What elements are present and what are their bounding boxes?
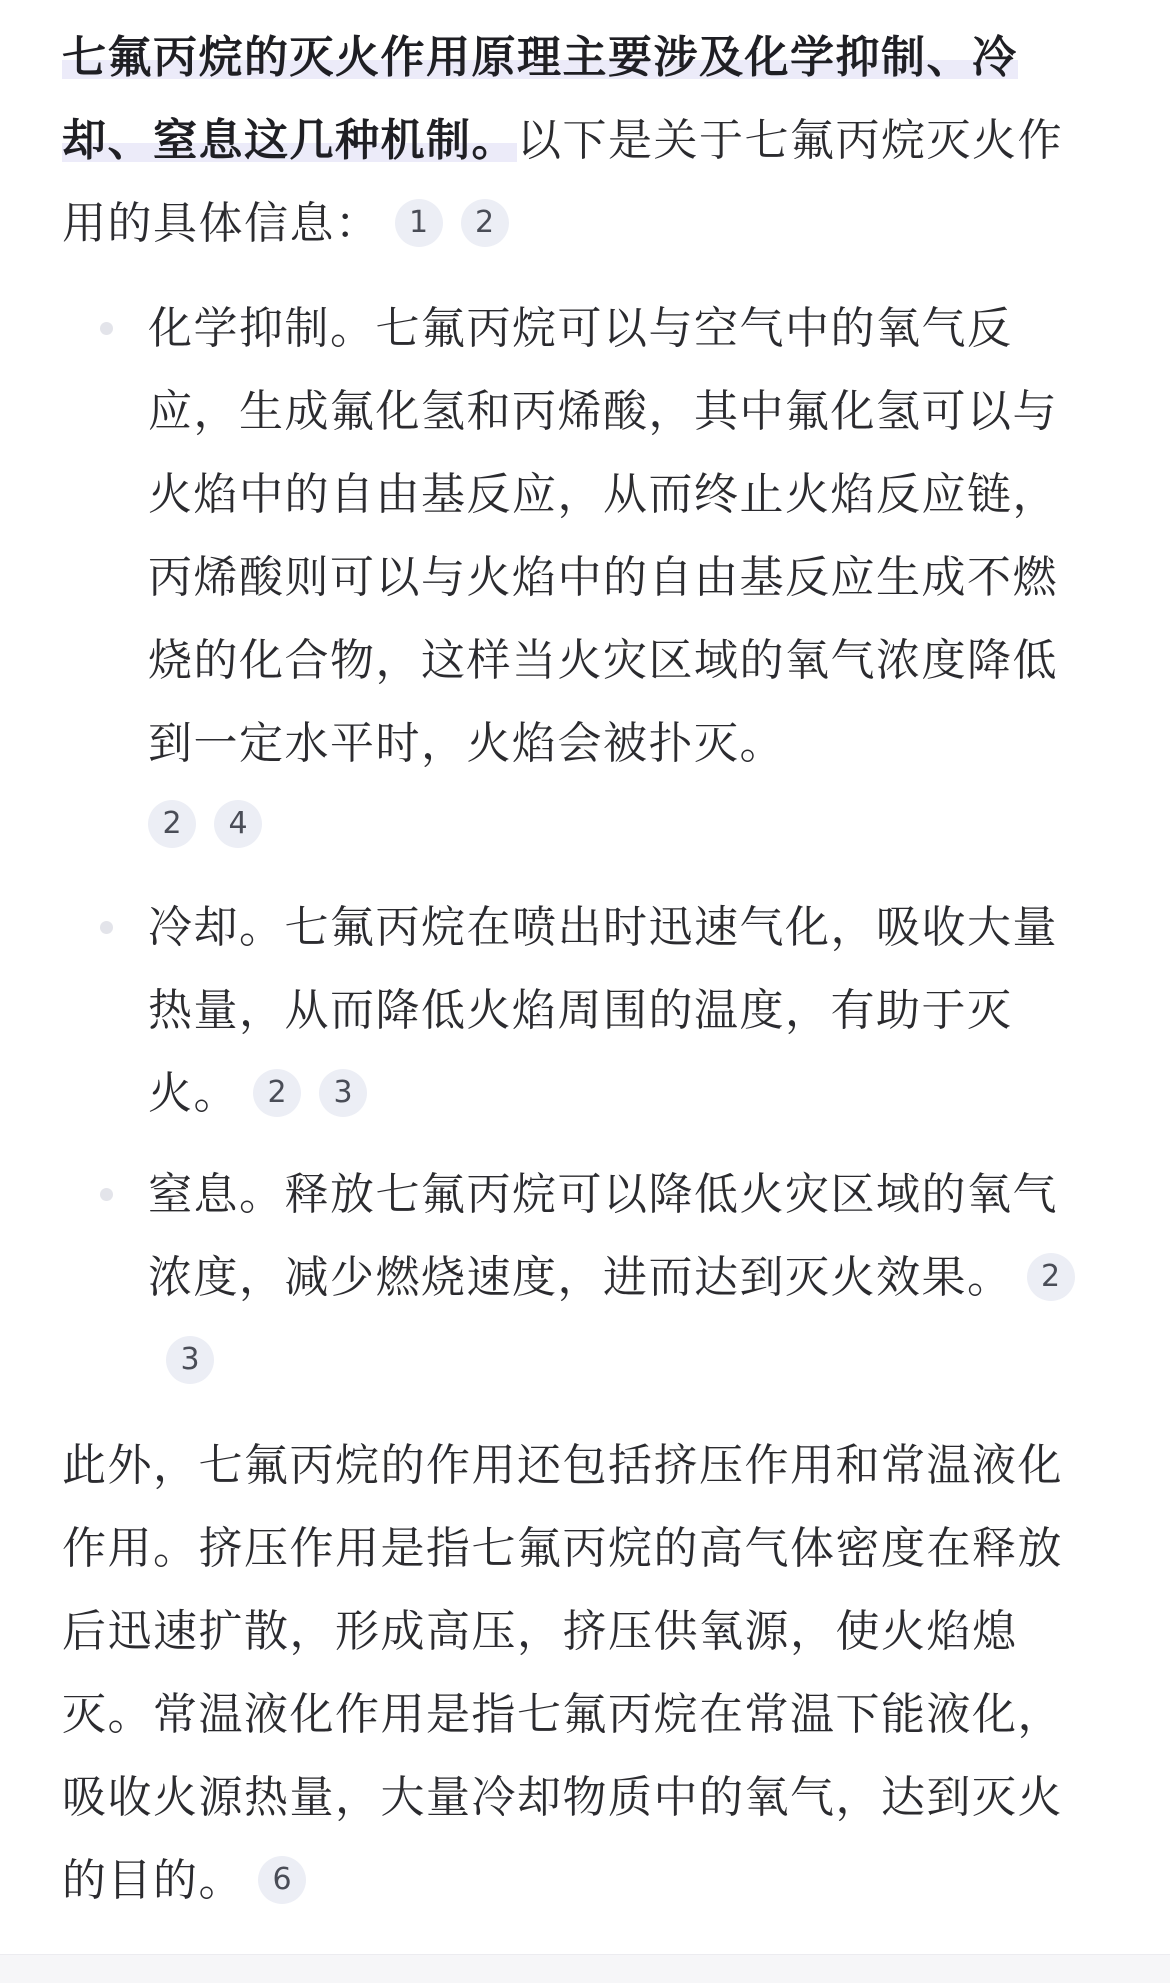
citation-badge[interactable]: 2 xyxy=(461,199,509,247)
citation-badge[interactable]: 4 xyxy=(214,800,262,848)
citation-badge[interactable]: 3 xyxy=(319,1069,367,1117)
intro-text: 以下是关于七氟丙烷灭火作用的具体信息： xyxy=(62,115,1063,249)
citation-badge[interactable]: 6 xyxy=(258,1856,306,1904)
conclusion-text: 此外，七氟丙烷的作用还包括挤压作用和常温液化作用。挤压作用是指七氟丙烷的高气体密度在释放后迅速扩散，形成高压，挤压供氧源，使火焰熄灭。常温液化作用是指七氟丙烷在常温下能液化，吸收火源热量，大量冷却物质中的氧气，达到灭火的目的。 xyxy=(62,1440,1063,1906)
citation-badge[interactable]: 2 xyxy=(148,800,196,848)
bullet-dot xyxy=(100,921,113,934)
list-item-chemical-inhibition xyxy=(62,287,1082,868)
list-item-paragraph xyxy=(148,1153,1082,1402)
list-item-text: 窒息。释放七氟丙烷可以降低火灾区域的氧气浓度，减少燃烧速度，进而达到灭火效果。 xyxy=(148,1169,1058,1303)
list-item-paragraph xyxy=(148,886,1082,1135)
conclusion-paragraph xyxy=(62,1424,1082,1922)
mechanism-list xyxy=(62,287,1082,1402)
citation-badge[interactable]: 1 xyxy=(395,199,443,247)
citation-badge[interactable]: 2 xyxy=(253,1069,301,1117)
citation-badge[interactable]: 2 xyxy=(1027,1253,1075,1301)
bottom-divider xyxy=(0,1954,1170,1983)
citation-badge[interactable]: 3 xyxy=(166,1336,214,1384)
list-item-text: 化学抑制。七氟丙烷可以与空气中的氧气反应，生成氟化氢和丙烯酸，其中氟化氢可以与火焰中的自由基反应，从而终止火焰反应链，丙烯酸则可以与火焰中的自由基反应生成不燃烧的化合物，这样当火灾区域的氧气浓度降低到一定水平时，火焰会被扑灭。 xyxy=(148,303,1058,769)
citation-row xyxy=(148,785,1082,868)
answer-content xyxy=(62,16,1082,1922)
bullet-dot xyxy=(100,322,113,335)
list-item-cooling xyxy=(62,886,1082,1135)
list-item-text: 冷却。七氟丙烷在喷出时迅速气化，吸收大量热量，从而降低火焰周围的温度，有助于灭火。 xyxy=(148,902,1058,1119)
bullet-dot xyxy=(100,1188,113,1201)
intro-paragraph xyxy=(62,16,1082,265)
list-item-suffocation xyxy=(62,1153,1082,1402)
intro-summary: 七氟丙烷的灭火作用原理主要涉及化学抑制、冷却、窒息这几种机制。 xyxy=(62,32,1018,166)
